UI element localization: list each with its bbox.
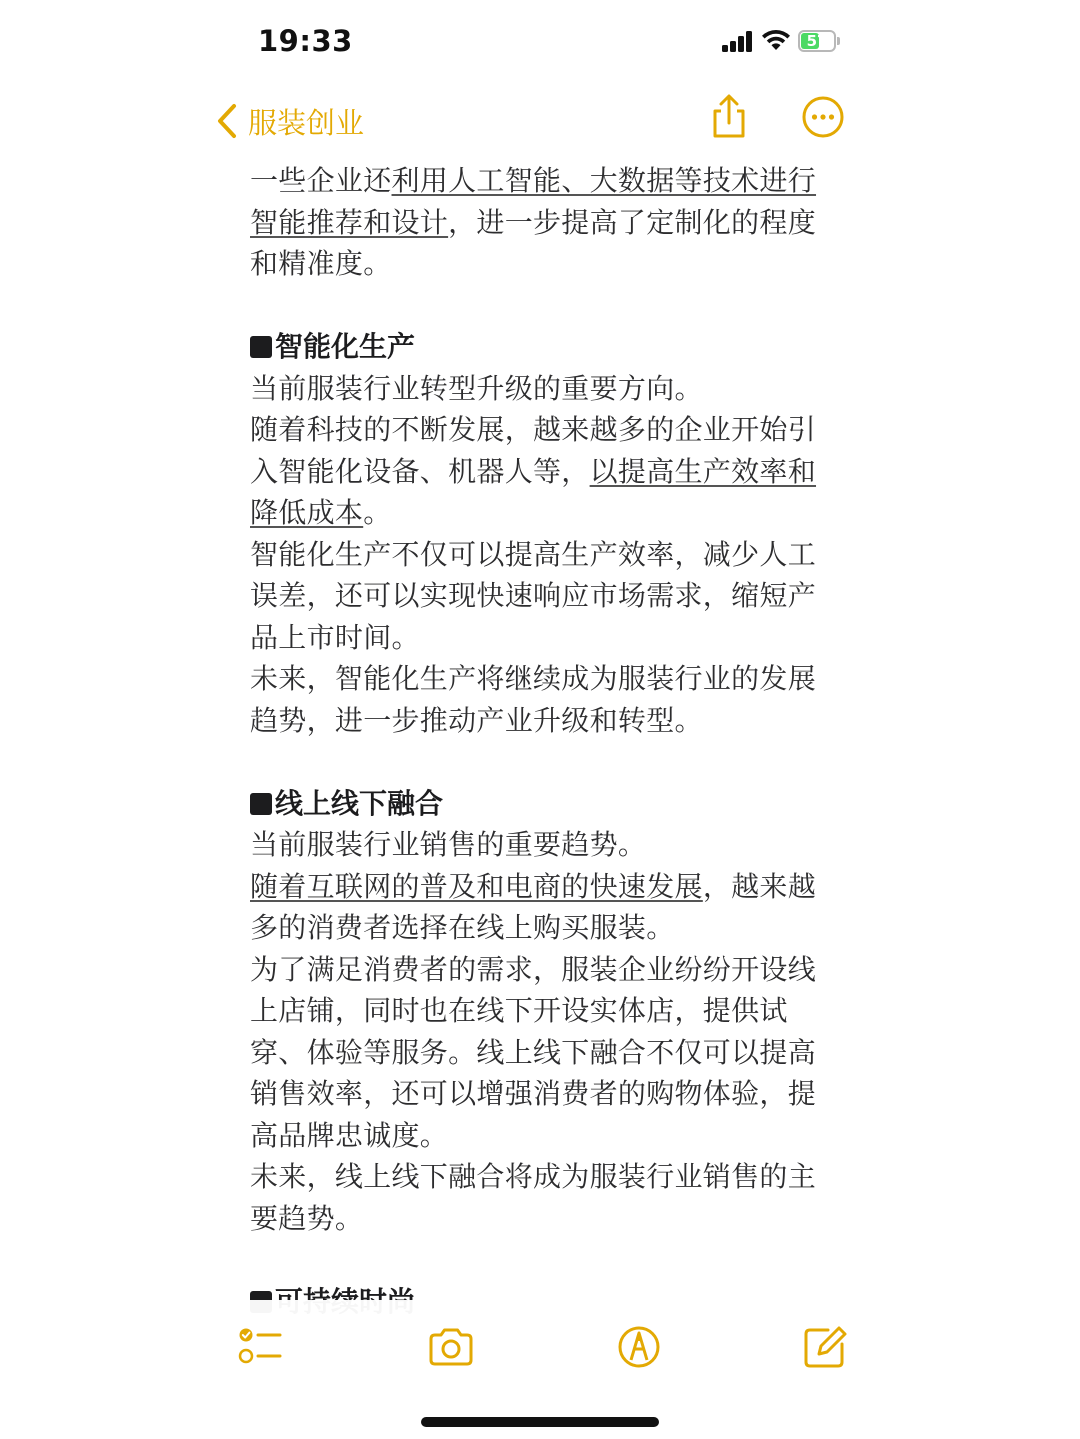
battery-level: 57 [806, 32, 828, 50]
paragraph-text-end: 。 [363, 496, 392, 529]
share-icon[interactable] [706, 94, 752, 140]
wifi-icon [760, 28, 792, 52]
cellular-signal-icon [722, 30, 754, 52]
paragraph-text-end: ，越来越多的消费者选择在线上购买服装。 [250, 869, 817, 944]
compose-icon[interactable] [800, 1322, 850, 1372]
back-label: 服装创业 [248, 105, 365, 140]
paragraph: 当前服装行业转型升级的重要方向。 [250, 371, 703, 405]
paragraph: 当前服装行业销售的重要趋势。 [250, 828, 647, 861]
nav-bar [0, 86, 1080, 156]
spacer [250, 1239, 820, 1281]
section-title: 线上线下融合 [275, 786, 444, 820]
status-time: 19:33 [258, 24, 353, 58]
intro-paragraph [250, 160, 820, 285]
status-bar [0, 0, 1080, 86]
paragraph: 未来，智能化生产将继续成为服装行业的发展趋势，进一步推动产业升级和转型。 [250, 662, 817, 737]
section-title: 智能化生产 [275, 330, 416, 363]
paragraph [250, 409, 820, 534]
paragraph-text: 随着科技的不断发展，越来越多的企业开始引入智能化设备、机器人等， [250, 413, 817, 488]
paragraph: 未来，线上线下融合将成为服装行业销售的主要趋势。 [250, 1160, 817, 1235]
battery-cap [837, 37, 840, 45]
battery-icon [798, 30, 836, 52]
chevron-left-icon [216, 103, 238, 139]
intro-text-end: ，进一步提高了定制化的程度和精准度。 [250, 205, 817, 280]
section-heading [250, 326, 820, 368]
underlined-text: 随着互联网的普及和电商的快速发展 [250, 869, 703, 903]
section-heading [250, 783, 820, 825]
paragraph [250, 866, 820, 949]
camera-icon[interactable] [426, 1322, 476, 1372]
spacer [250, 741, 820, 783]
paragraph: 为了满足消费者的需求，服装企业纷纷开设线上店铺，同时也在线下开设实体店，提供试穿、体验等服务。线上线下融合不仅可以提高销售效率，还可以增强消费者的购物体验，提高品牌忠诚度。 [250, 952, 817, 1152]
square-bullet-icon [250, 793, 272, 815]
underlined-text: 以提高生产效率和降低成本 [250, 454, 817, 529]
square-bullet-icon [250, 336, 272, 358]
back-button[interactable] [216, 96, 364, 146]
note-body[interactable] [250, 160, 820, 1300]
markup-icon[interactable] [614, 1322, 664, 1372]
intro-underlined: 利用人工智能、大数据等技术进行智能推荐和设计 [250, 164, 817, 239]
intro-text: 一些企业还 [250, 164, 392, 197]
bottom-toolbar [0, 1300, 1080, 1439]
paragraph: 智能化生产不仅可以提高生产效率，减少人工误差，还可以实现快速响应市场需求，缩短产品上市时间。 [250, 537, 817, 654]
checklist-icon[interactable] [236, 1322, 286, 1372]
more-icon[interactable] [800, 94, 846, 140]
spacer [250, 285, 820, 327]
home-indicator[interactable] [421, 1417, 659, 1427]
